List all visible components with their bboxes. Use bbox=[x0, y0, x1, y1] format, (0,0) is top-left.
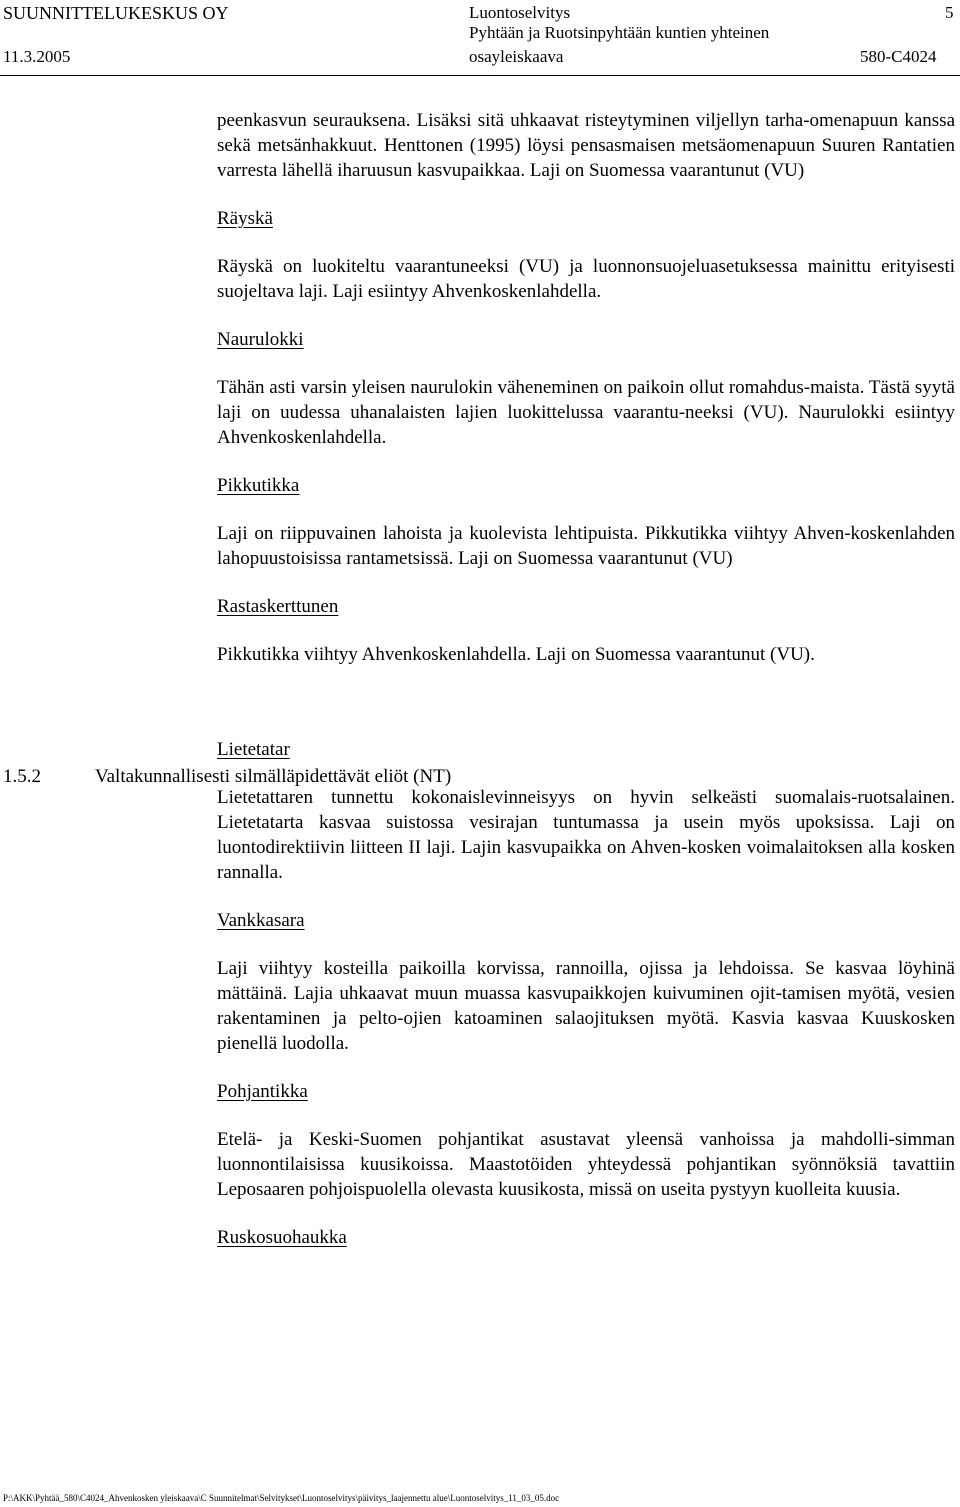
paragraph-naurulokki: Tähän asti varsin yleisen naurulokin väheneminen on paikoin ollut romahdus-maista. Tästä syytä laji on uudessa uhanalaisten lajien luokittelussa vaarantu-neeksi (VU). Naurulokki esiintyy Ahvenkoskenlahdella. bbox=[217, 377, 955, 448]
subheading-pikkutikka: Pikkutikka bbox=[217, 475, 300, 496]
subheading-vankkasara: Vankkasara bbox=[217, 910, 305, 931]
paragraph-pikkutikka: Laji on riippuvainen lahoista ja kuolevista lehtipuista. Pikkutikka viihtyy Ahven-koskenlahden lahopuustoisissa rantametsissä. Laji on Suomessa vaarantunut (VU) bbox=[217, 523, 955, 569]
document-subtitle-line2: osayleiskaava bbox=[469, 47, 564, 66]
document-subtitle-line1: Pyhtään ja Ruotsinpyhtään kuntien yhteinen bbox=[469, 23, 770, 42]
subheading-ruskosuohaukka: Ruskosuohaukka bbox=[217, 1227, 347, 1248]
subheading-naurulokki: Naurulokki bbox=[217, 329, 304, 350]
document-code: 580-C4024 bbox=[860, 47, 937, 66]
subheading-rastaskerttunen: Rastaskerttunen bbox=[217, 596, 339, 617]
subheading-pohjantikka: Pohjantikka bbox=[217, 1081, 308, 1102]
section-title: Valtakunnallisesti silmälläpidettävät eliöt (NT) bbox=[95, 766, 452, 787]
page-number: 5 bbox=[945, 3, 954, 22]
paragraph-pohjantikka: Etelä- ja Keski-Suomen pohjantikat asustavat yleensä vanhoissa ja mahdolli-simman luonnontilaisissa kuusikoissa. Maastotöiden yhteydessä pohjantikan syönnöksiä tavattiin Leposaaren pohjoispuolella olevasta kuusikosta, missä on useita pystyyn kuolleita kuusia. bbox=[217, 1129, 955, 1200]
subheading-rayska: Räyskä bbox=[217, 208, 273, 229]
section-heading bbox=[3, 764, 451, 789]
organization-name: SUUNNITTELUKESKUS OY bbox=[3, 3, 229, 23]
subheading-lietetatar: Lietetatar bbox=[217, 739, 290, 760]
paragraph-vankkasara: Laji viihtyy kosteilla paikoilla korvissa, rannoilla, ojissa ja lehdoissa. Se kasvaa löyhinä mättäinä. Lajia uhkaavat muun muassa kasvupaikkojen kuivuminen ojit-tamisen myötä, vesien rakentaminen ja pelto-ojien katoaminen salaojituksen myötä. Kasvia kasvaa Kuuskosken pienellä luodolla. bbox=[217, 958, 955, 1054]
document-date: 11.3.2005 bbox=[3, 47, 71, 66]
paragraph-rayska: Räyskä on luokiteltu vaarantuneeksi (VU) ja luonnonsuojeluasetuksessa mainittu erityisesti suojeltava laji. Laji esiintyy Ahvenkoskenlahdella. bbox=[217, 256, 955, 302]
footer-file-path: P:\AKK\Pyhtää_580\C4024_Ahvenkosken yleiskaava\C Suunnitelmat\Selvitykset\Luontoselvitys\päivitys_laajennettu alue\Luontoselvitys_11_03_05.doc bbox=[3, 1493, 560, 1503]
page-header bbox=[0, 0, 960, 78]
section-number: 1.5.2 bbox=[3, 766, 41, 787]
paragraph-rastaskerttunen: Pikkutikka viihtyy Ahvenkoskenlahdella. Laji on Suomessa vaarantunut (VU). bbox=[217, 644, 815, 665]
paragraph-omenapuu: peenkasvun seurauksena. Lisäksi sitä uhkaavat risteytyminen viljellyn tarha-omenapuun kanssa sekä metsänhakkuut. Henttonen (1995) löysi pensasmaisen metsäomenapuun Suuren Rantatien varresta lähellä iharuusun kasvupaikkaa. Laji on Suomessa vaarantunut (VU) bbox=[217, 110, 955, 181]
header-rule bbox=[0, 75, 960, 76]
paragraph-lietetatar: Lietetattaren tunnettu kokonaislevinneisyys on hyvin selkeästi suomalais-ruotsalainen. Lietetatarta kasvaa suistossa vesirajan tuntumassa ja usein myös upoksissa. Laji on luontodirektiivin liitteen II laji. Lajin kasvupaikka on Ahven-kosken voimalaitoksen alla kosken rannalla. bbox=[217, 787, 955, 883]
body-content bbox=[217, 108, 955, 1250]
document-title: Luontoselvitys bbox=[469, 3, 571, 22]
